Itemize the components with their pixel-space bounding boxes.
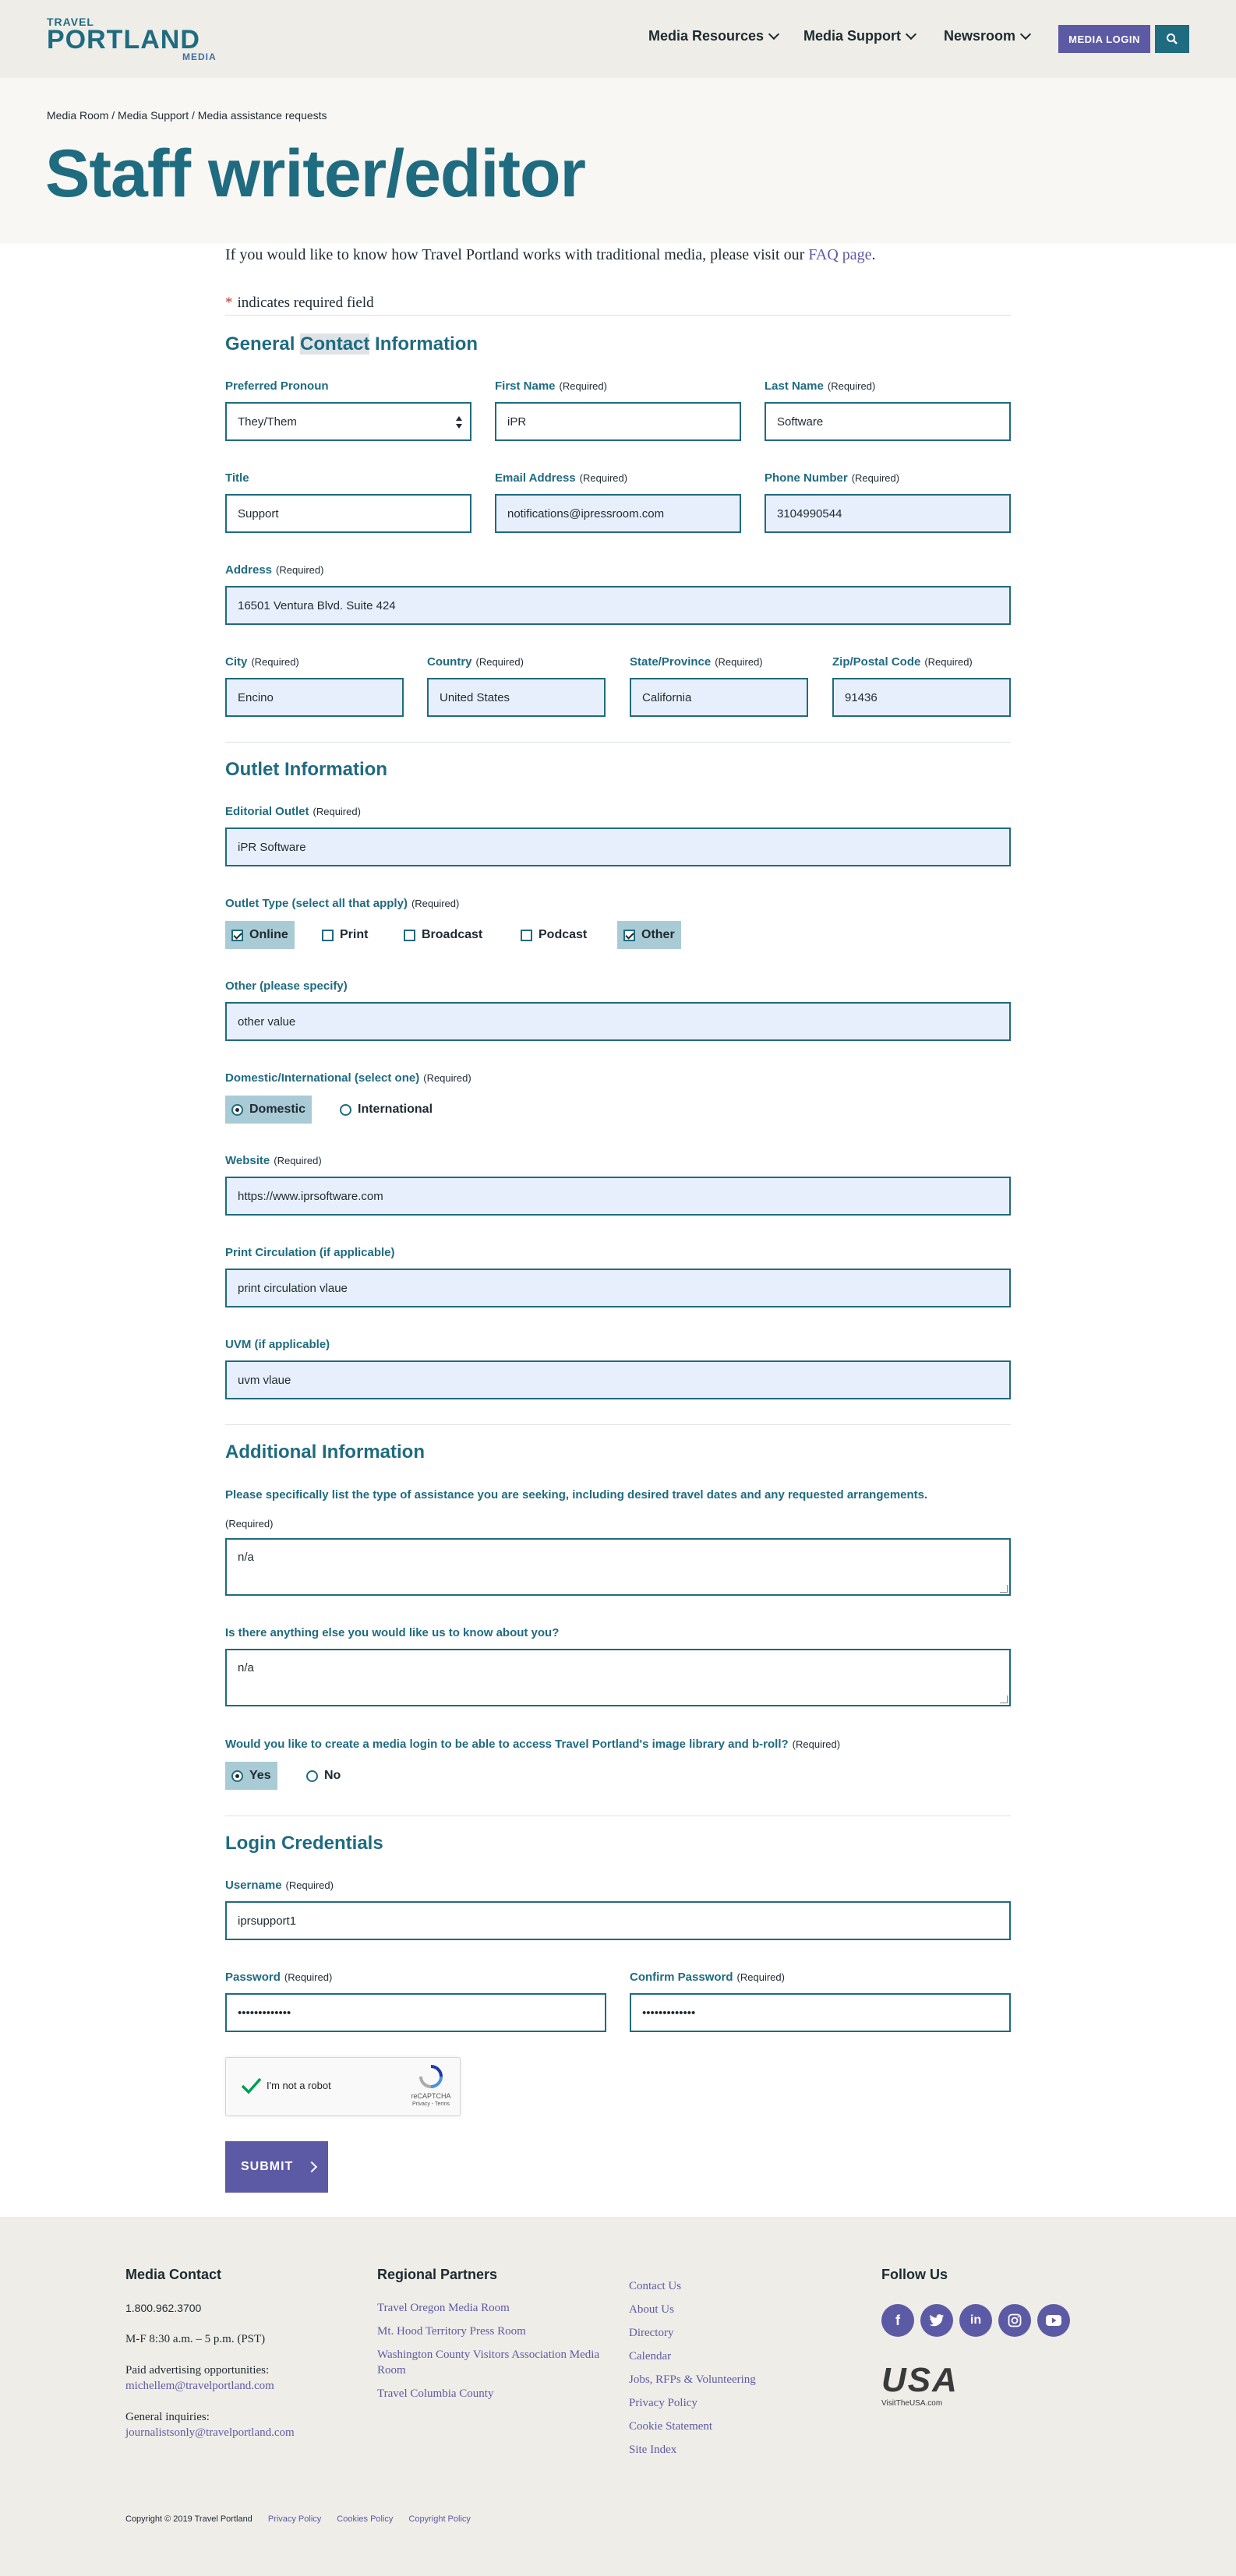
chevron-down-icon — [906, 28, 916, 39]
footer-hours: M-F 8:30 a.m. – 5 p.m. (PST) — [125, 2333, 266, 2345]
travel-portland-logo[interactable] — [47, 16, 218, 64]
footer-general-email[interactable]: journalistsonly@travelportland.com — [125, 2426, 295, 2439]
faq-link[interactable]: FAQ page — [808, 246, 872, 263]
copyright-policy-link[interactable]: Copyright Policy — [408, 2514, 471, 2524]
required-star: * — [225, 295, 233, 311]
confirm-password-field[interactable]: ••••••••••••• — [630, 1993, 1011, 2032]
chevron-down-icon — [768, 28, 779, 39]
zip-field[interactable]: 91436 — [832, 678, 1011, 717]
footer-link[interactable]: Privacy Policy — [629, 2397, 697, 2409]
footer-heading: Media Contact — [125, 2267, 222, 2282]
breadcrumb: Media Room / Media Support / Media assistance requests — [47, 109, 327, 122]
password-field[interactable]: ••••••••••••• — [225, 1993, 606, 2032]
nav-media-resources[interactable] — [648, 28, 778, 44]
pronoun-select[interactable]: They/Them — [225, 402, 471, 441]
email-label: Email Address (Required) — [495, 471, 628, 485]
footer-link[interactable]: Jobs, RFPs & Volunteering — [629, 2373, 756, 2386]
outlet-type-label: Outlet Type (select all that apply) (Required) — [225, 897, 460, 910]
site-footer — [0, 2217, 1236, 2576]
uvm-label: UVM (if applicable) — [225, 1338, 330, 1351]
zip-label: Zip/Postal Code (Required) — [832, 655, 973, 669]
phone-field[interactable]: 3104990544 — [765, 494, 1011, 533]
footer-partner-link[interactable]: Mt. Hood Territory Press Room — [377, 2325, 526, 2338]
editorial-outlet-field[interactable]: iPR Software — [225, 827, 1011, 866]
email-field[interactable]: notifications@ipressroom.com — [495, 494, 741, 533]
assistance-textarea[interactable]: n/a — [225, 1538, 1011, 1596]
confirm-password-label: Confirm Password (Required) — [630, 1971, 785, 1984]
footer-media-contact — [125, 2267, 359, 2440]
copyright-text: Copyright © 2019 Travel Portland — [125, 2514, 252, 2524]
footer-link[interactable]: Site Index — [629, 2444, 677, 2456]
divider — [225, 315, 1011, 316]
breadcrumb-current: Media assistance requests — [197, 109, 327, 122]
footer-link[interactable]: About Us — [629, 2303, 674, 2316]
nav-newsroom[interactable] — [944, 28, 1029, 44]
create-login-label: Would you like to create a media login to be able to access Travel Portland's image library and b-roll? (Required) — [225, 1738, 841, 1751]
divider — [225, 1424, 1011, 1425]
section-title-general: General Contact Information — [225, 333, 479, 355]
search-button[interactable] — [1155, 25, 1189, 53]
radio-icon — [340, 1104, 351, 1116]
website-label: Website (Required) — [225, 1154, 322, 1167]
logo-travel-text: TRAVEL — [47, 16, 94, 28]
password-label: Password (Required) — [225, 1971, 333, 1984]
recaptcha-label: I'm not a robot — [267, 2080, 331, 2091]
resize-handle-icon[interactable] — [1000, 1585, 1008, 1593]
linkedin-icon[interactable]: in — [959, 2304, 992, 2337]
outlet-type-podcast-checkbox[interactable]: Podcast — [514, 921, 593, 949]
checkmark-icon[interactable] — [240, 2075, 262, 2097]
state-field[interactable]: California — [630, 678, 808, 717]
other-specify-field[interactable]: other value — [225, 1002, 1011, 1041]
anything-else-textarea[interactable]: n/a — [225, 1649, 1011, 1706]
youtube-icon[interactable] — [1037, 2304, 1070, 2337]
required-note: * indicates required field — [225, 295, 374, 311]
domestic-radio[interactable]: Domestic — [225, 1096, 312, 1124]
instagram-icon[interactable] — [998, 2304, 1031, 2337]
city-label: City (Required) — [225, 655, 299, 669]
footer-link[interactable]: Contact Us — [629, 2280, 682, 2292]
country-field[interactable]: United States — [427, 678, 606, 717]
select-arrows-icon — [456, 416, 462, 429]
uvm-field[interactable]: uvm vlaue — [225, 1360, 1011, 1399]
radio-icon — [306, 1770, 318, 1782]
city-field[interactable]: Encino — [225, 678, 404, 717]
recaptcha-privacy-terms[interactable]: Privacy - Terms — [411, 2101, 450, 2107]
footer-link[interactable]: Directory — [629, 2327, 674, 2339]
username-label: Username (Required) — [225, 1879, 334, 1892]
divider — [225, 742, 1011, 743]
print-circulation-field[interactable]: print circulation vlaue — [225, 1269, 1011, 1307]
breadcrumb-link[interactable]: Media Room — [47, 109, 109, 122]
nav-label: Newsroom — [944, 28, 1016, 44]
radio-checked-icon — [231, 1770, 243, 1782]
section-title-additional: Additional Information — [225, 1442, 425, 1463]
recaptcha-logo-icon — [416, 2064, 446, 2089]
last-name-field[interactable]: Software — [765, 402, 1011, 441]
phone-label: Phone Number (Required) — [765, 471, 900, 485]
footer-phone[interactable]: 1.800.962.3700 — [125, 2302, 202, 2314]
assistance-required-tag: (Required) — [225, 1518, 274, 1530]
nav-label: Media Resources — [648, 28, 765, 44]
last-name-label: Last Name (Required) — [765, 379, 876, 393]
recaptcha-widget[interactable] — [225, 2057, 461, 2116]
chevron-down-icon — [1020, 28, 1031, 39]
facebook-icon[interactable]: f — [881, 2304, 914, 2337]
footer-general-label: General inquiries: — [125, 2411, 210, 2423]
domestic-international-label: Domestic/International (select one) (Required) — [225, 1071, 471, 1085]
pronoun-label: Preferred Pronoun — [225, 379, 329, 393]
submit-button[interactable]: SUBMIT — [225, 2141, 328, 2193]
nav-media-support[interactable] — [803, 28, 915, 44]
address-field[interactable]: 16501 Ventura Blvd. Suite 424 — [225, 586, 1011, 625]
footer-paid-label: Paid advertising opportunities: — [125, 2364, 270, 2377]
logo-media-text: MEDIA — [182, 51, 217, 62]
outlet-type-broadcast-checkbox[interactable]: Broadcast — [397, 921, 489, 949]
search-icon — [1166, 33, 1178, 45]
footer-heading: Regional Partners — [377, 2267, 498, 2282]
visit-the-usa-logo[interactable]: USA VisitTheUSA.com — [881, 2361, 959, 2408]
first-name-label: First Name (Required) — [495, 379, 607, 393]
radio-checked-icon — [231, 1104, 243, 1116]
outlet-type-print-checkbox[interactable]: Print — [316, 921, 374, 949]
checkbox-icon — [521, 930, 532, 941]
resize-handle-icon[interactable] — [1000, 1696, 1008, 1703]
social-links — [881, 2304, 1076, 2337]
create-login-yes-radio[interactable]: Yes — [225, 1762, 277, 1790]
footer-follow-us — [881, 2267, 1115, 2438]
footer-heading: Follow Us — [881, 2267, 948, 2282]
footer-partner-link[interactable]: Travel Oregon Media Room — [377, 2302, 510, 2314]
anything-else-label: Is there anything else you would like us to know about you? — [225, 1626, 560, 1639]
editorial-outlet-label: Editorial Outlet (Required) — [225, 805, 361, 818]
intro-text: If you would like to know how Travel Portland works with traditional media, please visit our FAQ page. — [225, 246, 876, 263]
breadcrumb-link[interactable]: Media Support — [118, 109, 189, 122]
footer-link[interactable]: Calendar — [629, 2350, 672, 2363]
title-label: Title — [225, 471, 249, 485]
twitter-icon[interactable] — [920, 2304, 953, 2337]
nav-label: Media Support — [803, 28, 901, 44]
checkbox-checked-icon — [623, 930, 635, 941]
assistance-label: Please specifically list the type of assistance you are seeking, including desired travel dates and any requested arrangements. — [225, 1488, 928, 1501]
checkbox-icon — [404, 930, 415, 941]
site-header — [0, 0, 1236, 78]
footer-regional-partners — [377, 2267, 611, 2401]
footer-link[interactable]: Cookie Statement — [629, 2420, 713, 2433]
recaptcha-brand: reCAPTCHA — [411, 2092, 451, 2100]
copyright-bar — [125, 2514, 471, 2524]
logo-portland-text: PORTLAND — [47, 25, 200, 55]
section-title-outlet: Outlet Information — [225, 759, 387, 780]
first-name-field[interactable]: iPR — [495, 402, 741, 441]
outlet-type-other-checkbox[interactable]: Other — [617, 921, 681, 949]
create-login-no-radio[interactable]: No — [300, 1762, 347, 1790]
footer-paid-email[interactable]: michellem@travelportland.com — [125, 2380, 274, 2392]
international-radio[interactable]: International — [334, 1096, 439, 1124]
chevron-right-icon — [306, 2161, 317, 2172]
checkbox-checked-icon — [231, 930, 243, 941]
print-circulation-label: Print Circulation (if applicable) — [225, 1246, 395, 1259]
state-label: State/Province (Required) — [630, 655, 763, 669]
section-title-credentials: Login Credentials — [225, 1833, 383, 1854]
privacy-policy-link[interactable]: Privacy Policy — [267, 2514, 322, 2524]
country-label: Country (Required) — [427, 655, 524, 669]
footer-site-links — [629, 2278, 832, 2458]
page-title: Staff writer/editor — [45, 136, 585, 211]
hero-banner — [0, 78, 1236, 243]
address-label: Address (Required) — [225, 563, 324, 577]
outlet-type-online-checkbox[interactable]: Online — [225, 921, 295, 949]
other-specify-label: Other (please specify) — [225, 979, 348, 993]
cookies-policy-link[interactable]: Cookies Policy — [337, 2514, 394, 2524]
username-field[interactable]: iprsupport1 — [225, 1901, 1011, 1940]
footer-partner-link[interactable]: Travel Columbia County — [377, 2387, 494, 2400]
footer-partner-link[interactable]: Washington County Visitors Association Media Room — [377, 2348, 600, 2377]
media-login-button[interactable]: MEDIA LOGIN — [1058, 25, 1150, 53]
website-field[interactable]: https://www.iprsoftware.com — [225, 1177, 1011, 1216]
checkbox-icon — [322, 930, 334, 941]
title-field[interactable]: Support — [225, 494, 471, 533]
